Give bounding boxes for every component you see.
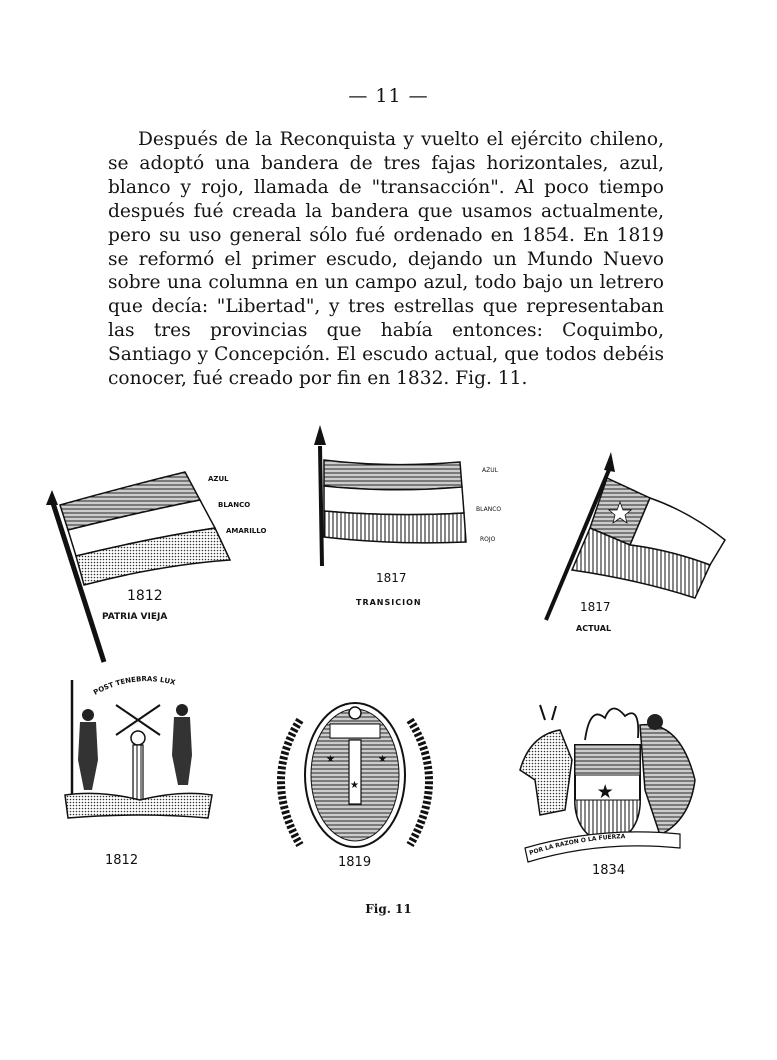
flag-1817-actual-name: ACTUAL (576, 624, 612, 633)
flag-1817-transicion (314, 425, 501, 607)
column (349, 740, 361, 804)
flag-1812-year: 1812 (127, 588, 163, 604)
condor-right (640, 714, 695, 835)
page-number: — 11 — (348, 85, 429, 107)
flag-1812-patria-vieja (46, 472, 266, 662)
flag-1817-actual (546, 452, 725, 633)
plumes (585, 708, 638, 740)
figure-right (172, 704, 192, 785)
shield-1834-year: 1834 (592, 863, 626, 878)
stripe-red (324, 511, 466, 543)
flag-1812-color-1: AZUL (208, 475, 229, 483)
flag-1817-actual-year: 1817 (580, 600, 611, 614)
flag-1817-name: TRANSICION (356, 598, 422, 607)
shield-1834 (520, 705, 695, 878)
shield-1819 (281, 703, 429, 870)
flag-1817-year: 1817 (376, 571, 407, 585)
star-icon: ★ (598, 782, 613, 801)
star-icon: ★ (350, 780, 359, 791)
pole-tip (604, 452, 615, 472)
shield-1834-motto: POR LA RAZON O LA FUERZA (528, 833, 626, 857)
stripe-blue (324, 460, 462, 490)
body-paragraph: Después de la Reconquista y vuelto el ejército chileno, se adoptó una bandera de tres fajas horizontales, azul, blanco y rojo, llamada de "transacción". Al poco tiempo después fué creada la bandera que usamos actualmente, pero su uso general sólo fué ordenado en 1854. En 1819 se reformó el primer escudo, dejando un Mundo Nuevo sobre una columna en un campo azul, todo bajo un letrero que decía: "Libertad", y tres estrellas que representaban las tres provincias que había entonces: Coquimbo, Santiago y Concepción. El escudo actual, que todos debéis conocer, fué creado por fin en 1832. Fig. 11. (108, 129, 664, 390)
flag-1812-color-3: AMARILLO (226, 527, 267, 535)
shield-1819-year: 1819 (338, 855, 372, 870)
flag-pole (320, 446, 322, 566)
pole-tip (46, 490, 58, 505)
flag-1817-color-3: ROJO (480, 536, 496, 543)
shield-1812-motto-arc (92, 675, 177, 697)
stripe-white (324, 486, 464, 515)
flag-1817-color-2: BLANCO (476, 506, 502, 513)
figure-caption: Fig. 11 (365, 902, 412, 916)
flag-1817-color-1: AZUL (482, 467, 498, 474)
shield-1812-motto: POST TENEBRAS LUX (92, 675, 177, 697)
globe-icon (131, 731, 145, 745)
shield-1812-year: 1812 (105, 853, 139, 868)
flag-1812-color-2: BLANCO (218, 501, 251, 509)
huemul-left (520, 705, 572, 815)
star-icon: ★ (378, 754, 387, 765)
globe-icon (349, 707, 361, 719)
pole-tip (314, 425, 326, 445)
figure-left (72, 680, 98, 805)
column (133, 745, 143, 805)
banner (330, 724, 380, 738)
flag-1812-name: PATRIA VIEJA (102, 612, 168, 622)
shield-1812 (65, 675, 212, 868)
shield-chief (575, 745, 640, 775)
star-icon: ★ (326, 754, 335, 765)
